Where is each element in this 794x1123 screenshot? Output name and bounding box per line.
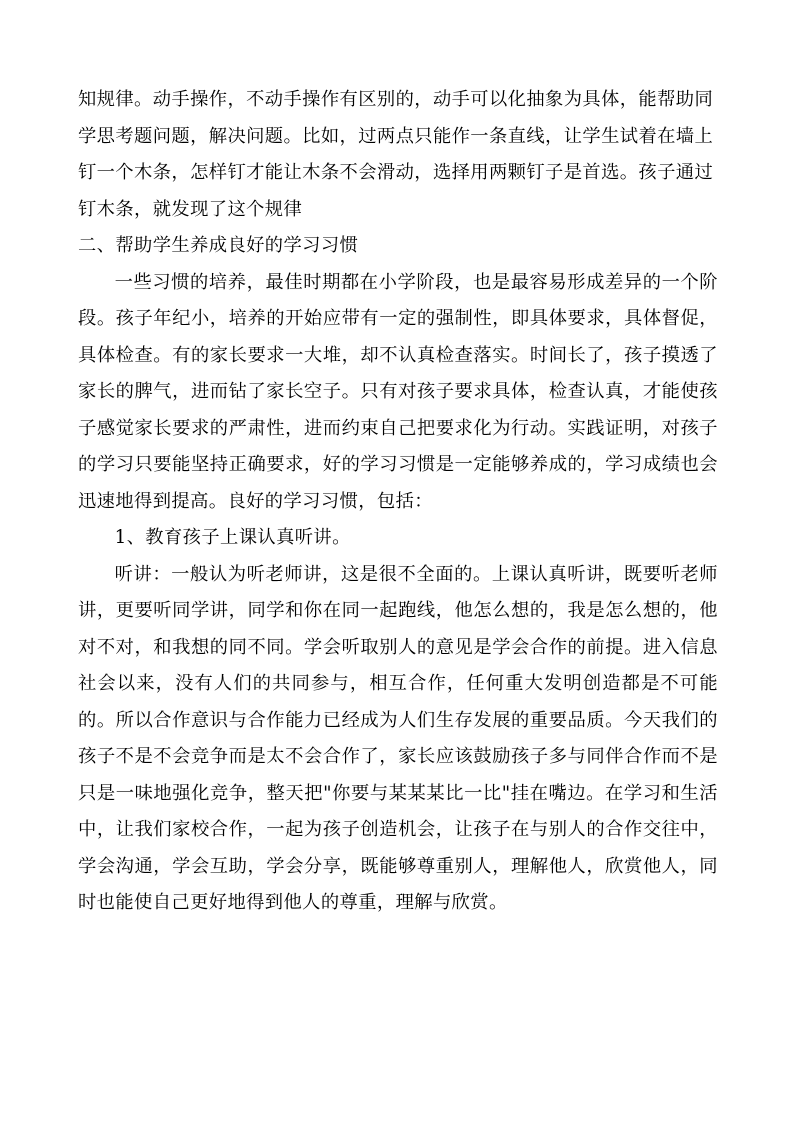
paragraph-continuation: 知规律。动手操作，不动手操作有区别的，动手可以化抽象为具体，能帮助同学思考题问题，解决问题。比如，过两点只能作一条直线，让学生试着在墙上钉一个木条，怎样钉才能让木条不会滑动，选择用两颗钉子是首选。孩子通过钉木条，就发现了这个规律 bbox=[78, 89, 714, 220]
list-item-heading: 1、教育孩子上课认真听讲。 bbox=[114, 527, 351, 548]
paragraph-listening: 听讲：一般认为听老师讲，这是很不全面的。上课认真听讲，既要听老师讲，更要听同学讲，同学和你在同一起跑线，他怎么想的，我是怎么想的，他对不对，和我想的同不同。学会听取别人的意见是学会合作的前提。进入信息社会以来，没有人们的共同参与，相互合作，任何重大发明创造都是不可能的。所以合作意识与合作能力已经成为人们生存发展的重要品质。今天我们的孩子不是不会竞争而是太不会合作了，家长应该鼓励孩子多与同伴合作而不是只是一味地强化竞争，整天把"你要与某某某比一比"挂在嘴边。在学习和生活中，让我们家校合作，一起为孩子创造机会，让孩子在与别人的合作交往中，学会沟通，学会互助，学会分享，既能够尊重别人，理解他人，欣赏他人，同时也能使自己更好地得到他人的尊重，理解与欣赏。 bbox=[78, 563, 718, 913]
document-body bbox=[78, 82, 718, 922]
paragraph-habits: 一些习惯的培养，最佳时期都在小学阶段，也是最容易形成差异的一个阶段。孩子年纪小，培养的开始应带有一定的强制性，即具体要求，具体督促，具体检查。有的家长要求一大堆，却不认真检查落实。时间长了，孩子摸透了家长的脾气，进而钻了家长空子。只有对孩子要求具体，检查认真，才能使孩子感觉家长要求的严肃性，进而约束自己把要求化为行动。实践证明，对孩子的学习只要能坚持正确要求，好的学习习惯是一定能够养成的，学习成绩也会迅速地得到提高。良好的学习习惯，包括： bbox=[78, 271, 718, 512]
section-heading: 二、帮助学生养成良好的学习习惯 bbox=[78, 235, 359, 256]
